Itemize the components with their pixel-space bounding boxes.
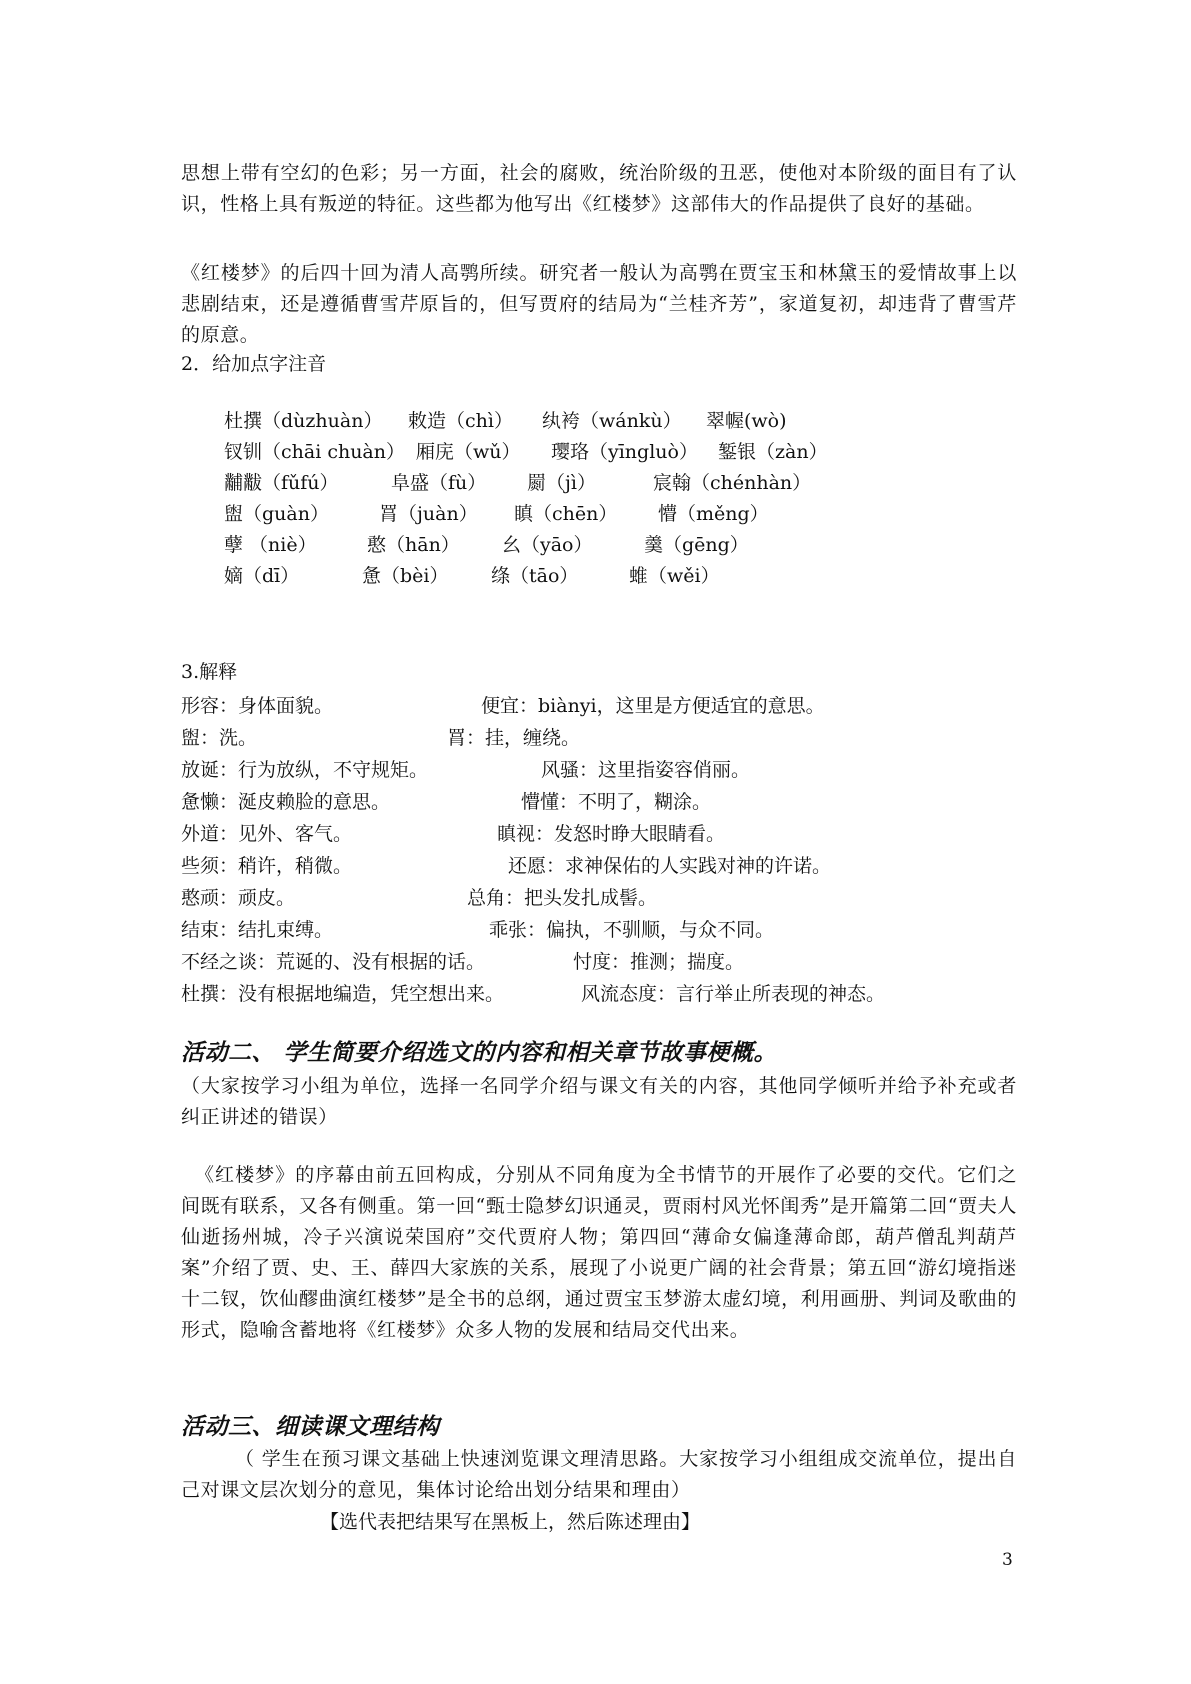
pinyin-item: 黼黻（fǔfú） [224, 472, 339, 494]
pinyin-item: 罥（juàn） [379, 503, 478, 525]
pinyin-item: 懵（měng） [658, 503, 769, 525]
intro-paragraph: 思想上带有空幻的色彩；另一方面，社会的腐败，统治阶级的丑恶，使他对本阶级的面目有了认识，性格上具有叛逆的特征。这些都为他写出《红楼梦》这部伟大的作品提供了良好的基础。 [181, 162, 1017, 215]
pinyin-item: 惫（bèi） [362, 565, 449, 587]
activity3-instruction: 【选代表把结果写在黑板上，然后陈述理由】 [320, 1511, 701, 1533]
pinyin-item: 敕造（chì） [408, 410, 513, 432]
pinyin-item: 璎珞（yīngluò） [551, 441, 698, 463]
gloss-left: 憨顽：顽皮。 [181, 887, 296, 909]
gloss-left: 形容：身体面貌。 [181, 695, 334, 717]
pinyin-item: 瞋（chēn） [514, 503, 618, 525]
gloss-right: 乖张：偏执，不驯顺，与众不同。 [489, 919, 775, 941]
gloss-right: 还愿：求神保佑的人实践对神的许诺。 [508, 855, 832, 877]
gloss-left: 惫懒：涎皮赖脸的意思。 [181, 791, 391, 813]
pinyin-item: 阜盛（fù） [391, 472, 487, 494]
activity3-note: （ 学生在预习课文基础上快速浏览课文理清思路。大家按学习小组组成交流单位，提出自己对课文层次划分的意见，集体讨论给出划分结果和理由） [181, 1448, 1017, 1501]
pinyin-item: 孽 （niè） [224, 534, 317, 556]
gloss-left: 杜撰：没有根据地编造，凭空想出来。 [181, 983, 505, 1005]
section3-title: 3.解释 [181, 661, 238, 683]
pinyin-item: 纨袴（wánkù） [542, 410, 682, 432]
pinyin-item: 厢庑（wǔ） [416, 441, 521, 463]
activity2-heading: 活动二、 学生简要介绍选文的内容和相关章节故事梗概。 [181, 1039, 778, 1066]
pinyin-item: 钗钏（chāi chuàn） [224, 441, 406, 463]
gloss-right: 总角：把头发扎成髻。 [467, 887, 658, 909]
pinyin-item: 宸翰（chénhàn） [653, 472, 812, 494]
pinyin-item: 翠幄(wò) [706, 410, 787, 432]
pinyin-item: 羹（gēng） [644, 534, 749, 556]
gloss-right: 懵懂：不明了，糊涂。 [521, 791, 712, 813]
activity2-body: 《红楼梦》的序幕由前五回构成，分别从不同角度为全书情节的开展作了必要的交代。它们之间既有联系，又各有侧重。第一回“甄士隐梦幻识通灵，贾雨村风光怀闺秀”是开篇第二回“贾夫人仙逝扬州城，冷子兴演说荣国府”交代贾府人物；第四回“薄命女偏逢薄命郎，葫芦僧乱判葫芦案”介绍了贾、史、王、薛四大家族的关系，展现了小说更广阔的社会背景；第五回“游幻境指迷十二钗，饮仙醪曲演红楼梦”是全书的总纲，通过贾宝玉梦游太虚幻境，利用画册、判词及歌曲的形式，隐喻含蓄地将《红楼梦》众多人物的发展和结局交代出来。 [181, 1164, 1017, 1341]
sequel-paragraph: 《红楼梦》的后四十回为清人高鹗所续。研究者一般认为高鹗在贾宝玉和林黛玉的爱情故事上以悲剧结束，还是遵循曹雪芹原旨的，但写贾府的结局为“兰桂齐芳”，家道复初，却违背了曹雪芹的原意。 [181, 262, 1017, 346]
pinyin-item: 盥（guàn） [224, 503, 329, 525]
activity3-heading: 活动三、细读课文理结构 [181, 1413, 440, 1440]
pinyin-item: 绦（tāo） [491, 565, 579, 587]
gloss-right: 罥：挂，缠绕。 [447, 727, 581, 749]
gloss-right: 风骚：这里指姿容俏丽。 [541, 759, 751, 781]
page-number: 3 [1002, 1550, 1013, 1570]
gloss-left: 些须：稍许，稍微。 [181, 855, 353, 877]
gloss-left: 盥：洗。 [181, 727, 258, 749]
pinyin-item: 杜撰（dùzhuàn） [224, 410, 383, 432]
pinyin-item: 嫡（dī） [224, 565, 300, 587]
gloss-right: 忖度：推测；揣度。 [573, 951, 745, 973]
gloss-right: 瞋视：发怒时睁大眼睛看。 [497, 823, 726, 845]
gloss-right: 便宜：biànyi，这里是方便适宜的意思。 [481, 695, 825, 717]
activity2-note: （大家按学习小组为单位，选择一名同学介绍与课文有关的内容，其他同学倾听并给予补充或者纠正讲述的错误） [181, 1075, 1017, 1128]
gloss-left: 结束：结扎束缚。 [181, 919, 334, 941]
pinyin-item: 罽（jì） [527, 472, 596, 494]
pinyin-item: 蜼（wěi） [629, 565, 720, 587]
gloss-left: 外道：见外、客气。 [181, 823, 353, 845]
gloss-right: 风流态度：言行举止所表现的神态。 [581, 983, 886, 1005]
gloss-left: 放诞：行为放纵，不守规矩。 [181, 759, 429, 781]
gloss-left: 不经之谈：荒诞的、没有根据的话。 [181, 951, 486, 973]
section2-title: 2．给加点字注音 [181, 353, 327, 375]
pinyin-item: 憨（hān） [367, 534, 460, 556]
pinyin-item: 幺（yāo） [502, 534, 593, 556]
pinyin-item: 錾银（zàn） [718, 441, 828, 463]
